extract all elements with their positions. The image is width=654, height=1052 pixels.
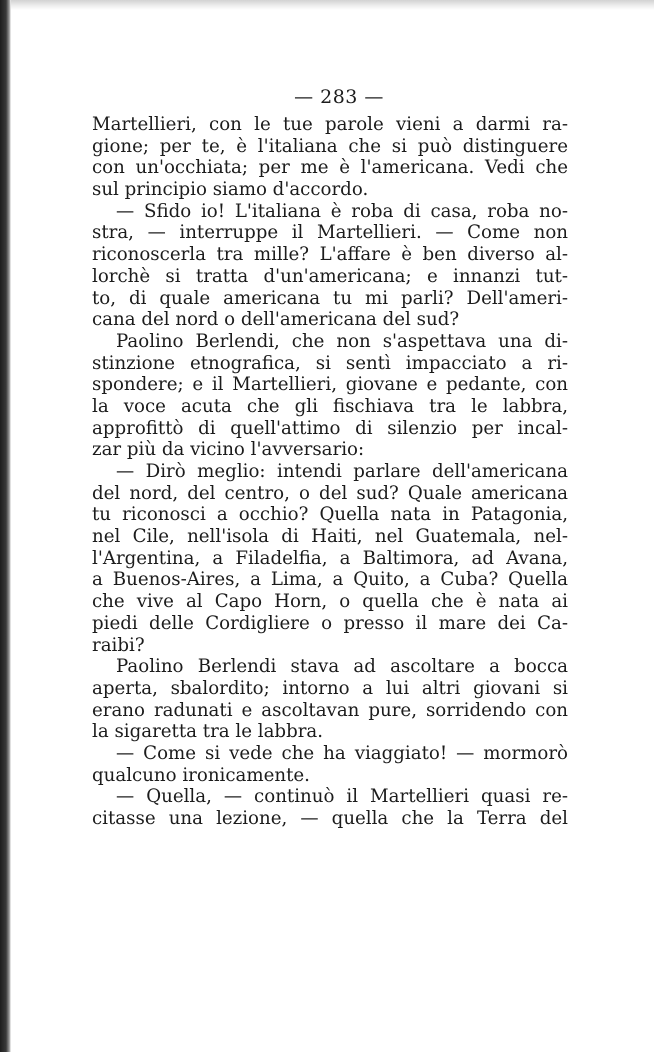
text-line: gione; per te, è l'italiana che si può distinguere [92, 135, 568, 157]
text-line: raibi? [92, 634, 145, 656]
text-line: erano radunati e ascoltavan pure, sorridendo con [92, 699, 568, 721]
text-line: to, di quale americana tu mi parli? Dell'ameri- [92, 287, 568, 309]
text-line: cana del nord o dell'americana del sud? [92, 309, 460, 331]
text-line: la voce acuta che gli fischiava tra le labbra, [92, 395, 568, 417]
text-line: nel Cile, nell'isola di Haiti, nel Guatemala, nel- [92, 526, 568, 548]
text-line: — Quella, — continuò il Martellieri quasi re- [116, 786, 568, 808]
text-line: del nord, del centro, o del sud? Quale americana [92, 482, 568, 504]
text-line: — Come si vede che ha viaggiato! — mormorò [116, 742, 568, 764]
text-line: aperta, sbalordito; intorno a lui altri giovani si [92, 677, 568, 699]
text-line: sul principio siamo d'accordo. [92, 179, 369, 201]
text-line: piedi delle Cordigliere o presso il mare dei Ca- [92, 612, 568, 634]
text-line: Paolino Berlendi stava ad ascoltare a bocca [116, 656, 568, 678]
text-line: lorchè si tratta d'un'americana; e innanzi tut- [92, 265, 568, 287]
text-line: zar più da vicino l'avversario: [92, 439, 365, 461]
text-line: qualcuno ironicamente. [92, 764, 310, 786]
text-line: stra, — interruppe il Martellieri. — Come non [92, 222, 568, 244]
text-line: — Sfido io! L'italiana è roba di casa, roba no- [116, 200, 568, 222]
page-top-edge [11, 0, 654, 10]
text-line: a Buenos-Aires, a Lima, a Quito, a Cuba? Quella [92, 569, 568, 591]
text-line: citasse una lezione, — quella che la Terra del [92, 808, 568, 829]
text-line: riconoscerla tra mille? L'affare è ben diverso al- [92, 244, 568, 266]
page-number: — 283 — [294, 86, 384, 108]
text-line: tu riconosci a occhio? Quella nata in Patagonia, [92, 504, 568, 526]
body-text [92, 114, 568, 830]
text-line: la sigaretta tra le labbra. [92, 721, 324, 743]
text-line: Paolino Berlendi, che non s'aspettava una di- [116, 330, 568, 352]
text-line: stinzione etnografica, si sentì impacciato a ri- [92, 352, 568, 374]
book-spine-shadow [0, 0, 11, 1052]
text-line: Martellieri, con le tue parole vieni a darmi ra- [92, 114, 568, 135]
text-line: con un'occhiata; per me è l'americana. Vedi che [92, 157, 568, 179]
text-line: approfittò di quell'attimo di silenzio per incal- [92, 417, 568, 439]
text-line: — Dirò meglio: intendi parlare dell'americana [116, 461, 568, 482]
text-line: l'Argentina, a Filadelfia, a Baltimora, ad Avana, [92, 547, 568, 569]
text-line: che vive al Capo Horn, o quella che è nata ai [92, 591, 568, 613]
text-line: spondere; e il Martellieri, giovane e pedante, con [92, 374, 568, 396]
